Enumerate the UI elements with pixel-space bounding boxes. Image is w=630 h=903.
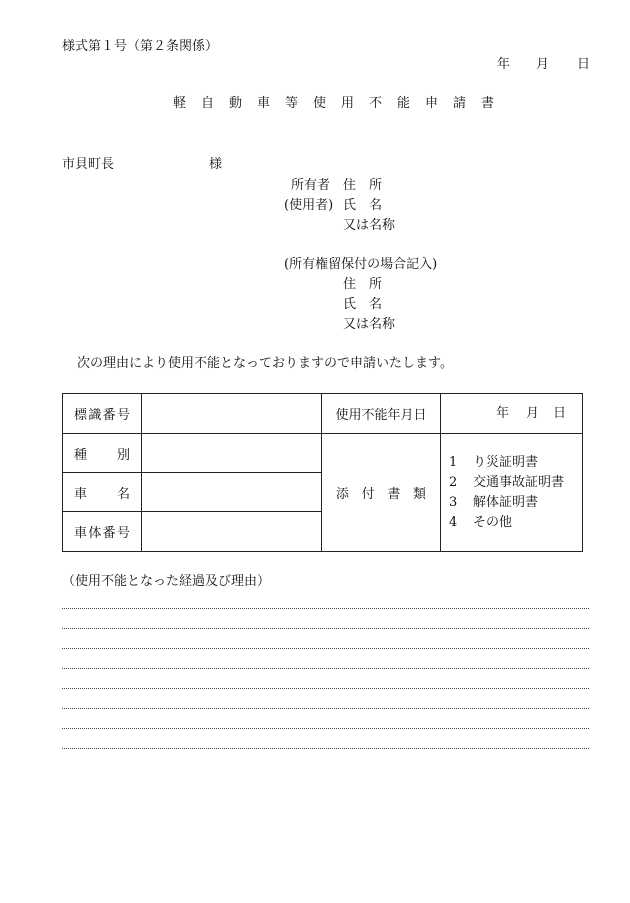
- attachment-item: 1 り災証明書: [449, 454, 539, 470]
- attachments-list: [441, 434, 583, 552]
- chassis-number-field[interactable]: [142, 512, 322, 552]
- date-day-label: 日: [577, 57, 591, 72]
- reason-line[interactable]: [62, 708, 589, 709]
- date-year-label: 年: [497, 57, 511, 72]
- plate-number-field[interactable]: [142, 394, 322, 434]
- unusable-date-month: 月: [526, 406, 540, 421]
- addressee-honorific: 様: [209, 157, 223, 172]
- reason-heading: （使用不能となった経過及び理由）: [62, 574, 271, 589]
- form-number: 様式第１号（第２条関係）: [62, 39, 219, 54]
- reason-line[interactable]: [62, 628, 589, 629]
- owner-name-label: 氏 名: [343, 198, 383, 213]
- user-label: (使用者): [284, 198, 334, 213]
- date-month-label: 月: [536, 57, 550, 72]
- retention-address-label: 住 所: [343, 277, 383, 292]
- reason-line[interactable]: [62, 608, 589, 609]
- retention-name-label: 氏 名: [343, 297, 383, 312]
- retention-heading: (所有権留保付の場合記入): [284, 257, 438, 272]
- reason-line[interactable]: [62, 668, 589, 669]
- application-statement: 次の理由により使用不能となっておりますので申請いたします。: [77, 356, 453, 371]
- document-title: 軽自動車等使用不能申請書: [173, 96, 510, 111]
- addressee-mayor: 市貝町長: [62, 157, 115, 172]
- owner-alt-name-label: 又は名称: [343, 218, 396, 233]
- vehicle-info-table: [62, 393, 583, 552]
- plate-number-label: 標識番号: [63, 394, 142, 434]
- retention-alt-name-label: 又は名称: [343, 317, 396, 332]
- type-label: 種別: [63, 434, 142, 473]
- owner-label: 所有者: [291, 178, 331, 193]
- attachment-item: 2 交通事故証明書: [449, 474, 565, 490]
- reason-line[interactable]: [62, 648, 589, 649]
- attachments-label: 添付書類: [322, 434, 441, 552]
- reason-line[interactable]: [62, 688, 589, 689]
- unusable-date-field[interactable]: [441, 394, 583, 434]
- unusable-date-label: 使用不能年月日: [322, 394, 441, 434]
- vehicle-name-label: 車名: [63, 473, 142, 512]
- chassis-number-label: 車体番号: [63, 512, 142, 552]
- reason-line[interactable]: [62, 728, 589, 729]
- reason-line[interactable]: [62, 748, 589, 749]
- unusable-date-day: 日: [553, 406, 567, 421]
- attachment-item: 4 その他: [449, 514, 513, 530]
- owner-address-label: 住 所: [343, 178, 383, 193]
- attachment-item: 3 解体証明書: [449, 494, 539, 510]
- type-field[interactable]: [142, 434, 322, 473]
- vehicle-name-field[interactable]: [142, 473, 322, 512]
- unusable-date-year: 年: [496, 406, 510, 421]
